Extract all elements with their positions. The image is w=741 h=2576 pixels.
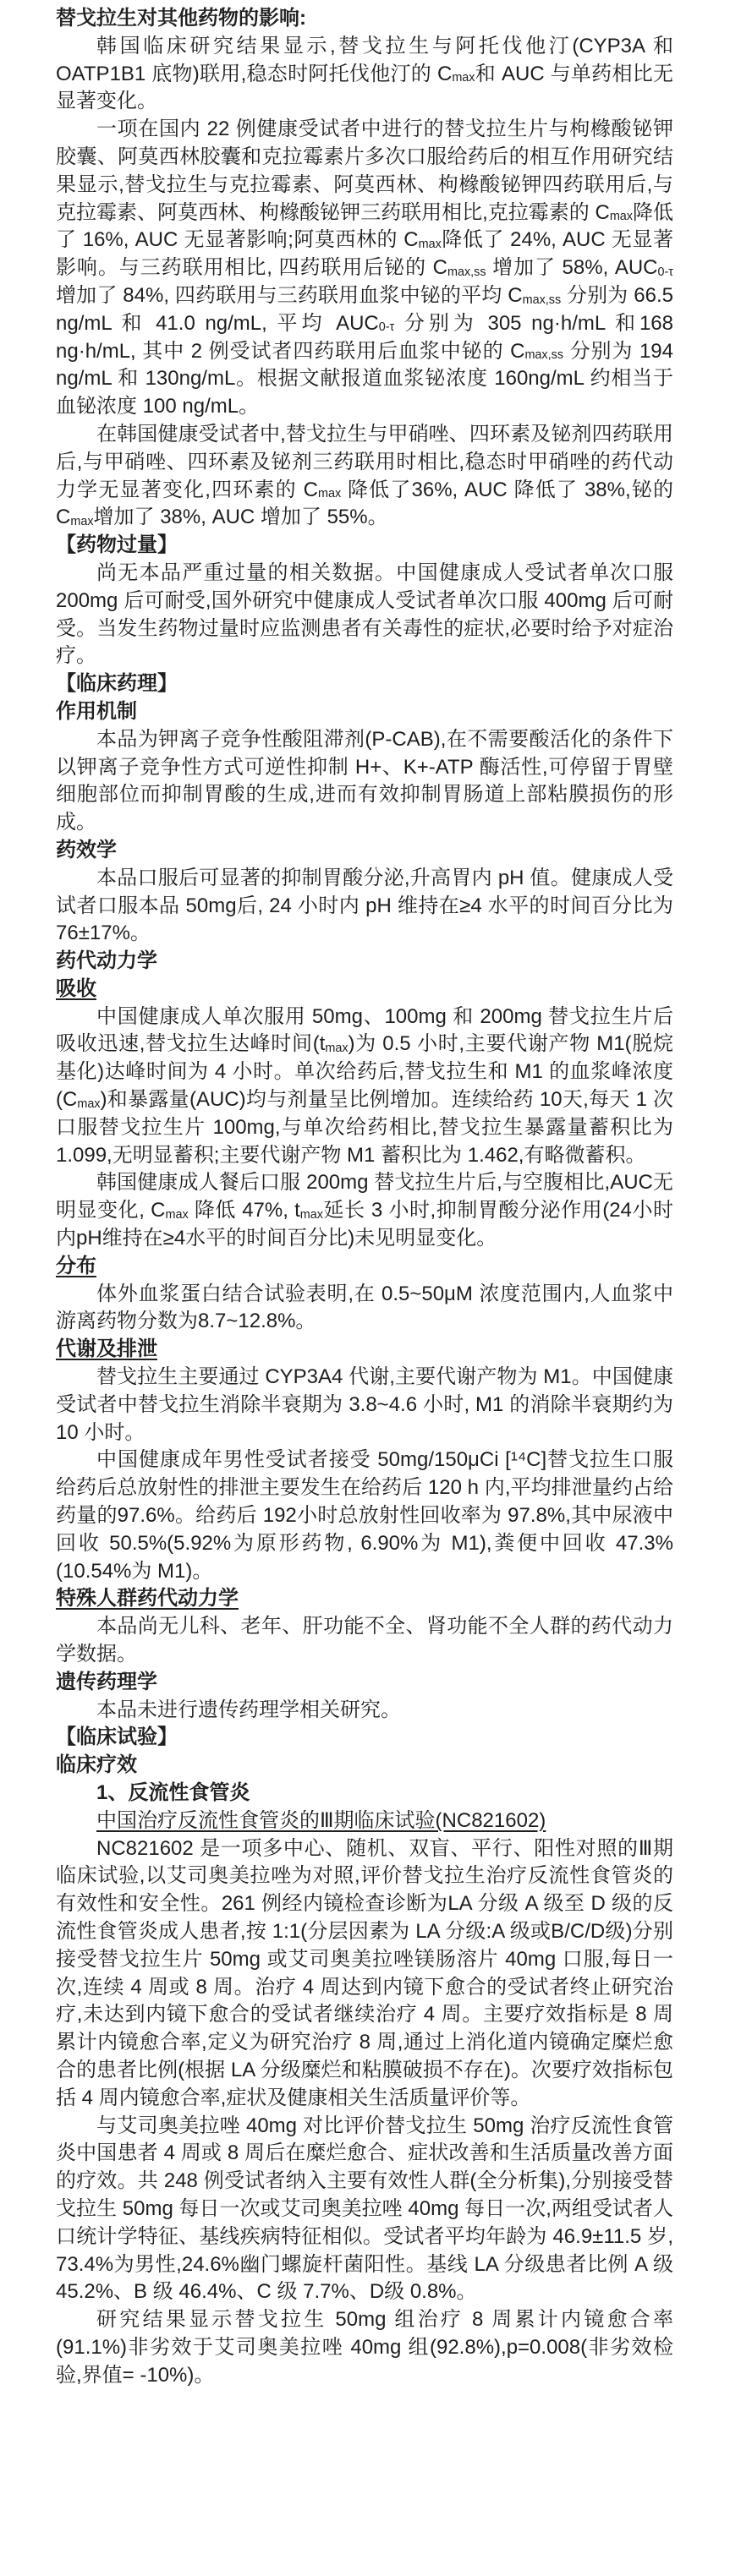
heading-metabolism-excretion: 代谢及排泄 [56,1337,157,1361]
heading-overdose: 【药物过量】 [56,533,178,557]
heading-special-populations: 特殊人群药代动力学 [56,1587,239,1611]
para-mechanism-of-action: 本品为钾离子竞争性酸阻滞剂(P-CAB),在不需要酸活化的条件下以钾离子竞争性方式可逆性抑制 H+、K+-ATP 酶活性,可停留于胃壁细胞部位而抑制胃酸的生成,进而有效抑制胃肠道上部粘膜损伤的形成。 [56,727,673,834]
para-trial-population: 与艾司奥美拉唑 40mg 对比评价替戈拉生 50mg 治疗反流性食管炎中国患者 4 周或 8 周后在糜烂愈合、症状改善和生活质量改善方面的疗效。共 248 例受试者纳入主要有效性人群(全分析集),分别接受替戈拉生 50mg 每日一次或艾司奥美拉唑 40mg 每日一次,两组受试者人口统计学特征、基线疾病特征相似。受试者平均年龄为 46.9±11.5 岁, 73.4%为男性,24.6%幽门螺旋杆菌阳性。基线 LA 分级患者比例 A 级 45.2%、B 级 46.4%、C 级 7.7%、D级 0.8%。 [56,2114,673,2304]
heading-pharmacodynamics: 药效学 [56,838,117,861]
heading-clinical-efficacy: 临床疗效 [56,1753,137,1777]
para-trial-design: NC821602 是一项多中心、随机、双盲、平行、阳性对照的Ⅲ期临床试验,以艾司奥美拉唑为对照,评价替戈拉生治疗反流性食管炎的有效性和安全性。261 例经内镜检查诊断为LA 分级 A 级至 D 级的反流性食管炎成人患者,按 1:1(分层因素为 LA 分级:A 级或B/C/D级)分别接受替戈拉生片 50mg 或艾司奥美拉唑镁肠溶片 40mg 口服,每日一次,连续 4 周或 8 周。治疗 4 周达到内镜下愈合的受试者终止研究治疗,未达到内镜下愈合的受试者继续治疗 4 周。主要疗效指标是 8 周累计内镜愈合率,定义为研究治疗 8 周,通过上消化道内镜确定糜烂愈合的患者比例(根据 LA 分级糜烂和粘膜破损不存在)。次要疗效指标包括 4 周内镜愈合率,症状及健康相关生活质量评价等。 [56,1836,673,2109]
heading-mechanism-of-action: 作用机制 [56,699,137,723]
para-absorption-1: 中国健康成人单次服用 50mg、100mg 和 200mg 替戈拉生片后吸收迅速,替戈拉生达峰时间$(t_{max})$为 0.5 小时,主要代谢产物 M1(脱烷基化)达峰时间为 4 小时。单次给药后,替戈拉生和 M1 的血浆峰浓度$(C_{max})$和暴露量(AUC)均与剂量呈比例增加。连续给药 10天,每天 1 次口服替戈拉生片 100mg,与单次给药相比,替戈拉生暴露量蓄积比为 1.099,无明显蓄积;主要代谢产物 M1 蓄积比为 1.462,有略微蓄积。 [56,1004,674,1167]
para-metabolism-2: 中国健康成年男性受试者接受 50mg/150μCi [¹⁴C]替戈拉生口服给药后总放射性的排泄主要发生在给药后 120 h 内,平均排泄量约占给药量的97.6%。给药后 192小时总放射性回收率为 97.8%,其中尿液中回收 50.5%(5.92%为原形药物, 6.90%为 M1),粪便中回收 47.3%(10.54%为 M1)。 [56,1448,673,1583]
para-special-populations: 本品尚无儿科、老年、肝功能不全、肾功能不全人群的药代动力学数据。 [56,1615,673,1666]
para-atorvastatin-interaction: 韩国临床研究结果显示,替戈拉生与阿托伐他汀(CYP3A 和 OATP1B1 底物)联用,稳态时阿托伐他汀的 $C_{max}$和 AUC 与单药相比无显著变化。 [56,34,674,113]
subheading-china-phase3-trial: 中国治疗反流性食管炎的Ⅲ期临床试验(NC821602) [96,1808,546,1832]
heading-pharmacogenomics: 遗传药理学 [56,1670,157,1693]
para-absorption-2: 韩国健康成人餐后口服 200mg 替戈拉生片后,与空腹相比,AUC无明显变化, $C_{max}$ 降低 47%, $t_{max}$延长 3 小时,抑制胃酸分泌作用(24小时内pH维持在≥4水平的时间百分比)未见明显变化。 [56,1171,674,1250]
document-body [56,5,673,2390]
para-pharmacogenomics: 本品未进行遗传药理学相关研究。 [96,1698,401,1721]
heading-distribution: 分布 [56,1254,96,1277]
para-distribution: 体外血浆蛋白结合试验表明,在 0.5~50μM 浓度范围内,人血浆中游离药物分数为8.7~12.8%。 [56,1282,673,1333]
para-trial-results: 研究结果显示替戈拉生 50mg 组治疗 8 周累计内镜愈合率(91.1%)非劣效于艾司奥美拉唑 40mg 组(92.8%),p=0.008(非劣效检验,界值= -10%)。 [56,2308,673,2387]
subheading-reflux-esophagitis: 1、反流性食管炎 [96,1781,250,1804]
heading-clinical-pharmacology: 【临床药理】 [56,672,178,696]
heading-clinical-trials: 【临床试验】 [56,1726,178,1749]
heading-pharmacokinetics: 药代动力学 [56,949,157,973]
para-bismuth-quadruple-interaction: 一项在国内 22 例健康受试者中进行的替戈拉生片与枸橼酸铋钾胶囊、阿莫西林胶囊和克拉霉素片多次口服给药后的相互作用研究结果显示,替戈拉生与克拉霉素、阿莫西林、枸橼酸铋钾四药联用后,与克拉霉素、阿莫西林、枸橼酸铋钾三药联用相比,克拉霉素的 $C_{max}$降低了 16%, AUC 无显著影响;阿莫西林的 $C_{max}$降低了 24%, AUC 无显著影响。与三药联用相比, 四药联用后铋的 $C_{max,ss}$ 增加了 58%, $AUC_{0-\tau}$ 增加了 84%, 四药联用与三药联用血浆中铋的平均 $C_{max,ss}$ 分别为 66.5 ng/mL 和 41.0 ng/mL, 平均 $AUC_{0-\tau}$ 分别为 305 ng·h/mL 和168 ng·h/mL, 其中 2 例受试者四药联用后血浆中铋的 $C_{max,ss}$ 分别为 194 ng/mL 和 130ng/mL。根据文献报道血浆铋浓度 160ng/mL 约相当于血铋浓度 100 ng/mL。 [56,118,674,418]
para-overdose: 尚无本品严重过量的相关数据。中国健康成人受试者单次口服 200mg 后可耐受,国外研究中健康成人受试者单次口服 400mg 后可耐受。当发生药物过量时应监测患者有关毒性的症状,必要时给予对症治疗。 [56,561,673,668]
heading-absorption: 吸收 [56,976,96,1000]
para-pharmacodynamics: 本品口服后可显著的抑制胃酸分泌,升高胃内 pH 值。健康成人受试者口服本品 50mg后, 24 小时内 pH 维持在≥4 水平的时间百分比为 76±17%。 [56,866,673,945]
para-korea-quadruple-interaction: 在韩国健康受试者中,替戈拉生与甲硝唑、四环素及铋剂四药联用后,与甲硝唑、四环素及铋剂三药联用时相比,稳态时甲硝唑的药代动力学无显著变化,四环素的 $C_{max}$ 降低了36%, AUC 降低了 38%,铋的 $C_{max}$增加了 38%, AUC 增加了 55%。 [56,422,673,529]
heading-effects-on-other-drugs: 替戈拉生对其他药物的影响: [56,7,306,30]
para-metabolism-1: 替戈拉生主要通过 CYP3A4 代谢,主要代谢产物为 M1。中国健康受试者中替戈拉生消除半衰期为 3.8~4.6 小时, M1 的消除半衰期约为 10 小时。 [56,1365,673,1444]
